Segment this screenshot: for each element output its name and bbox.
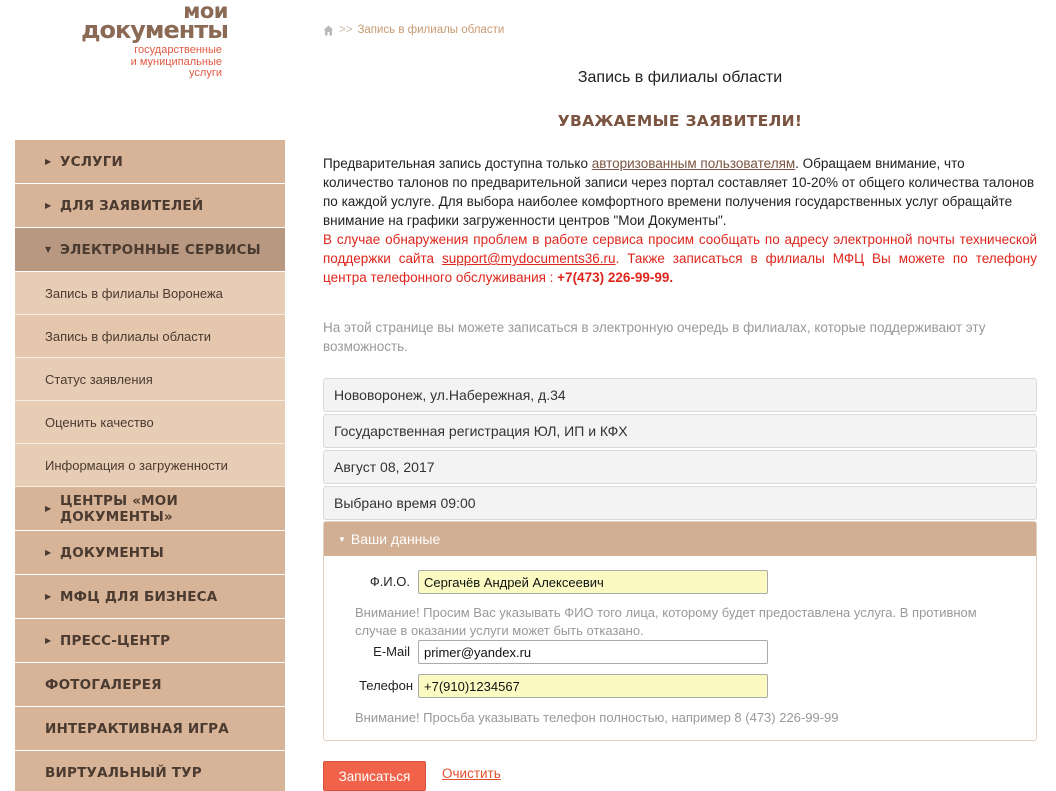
caret-right-icon: ▶ bbox=[45, 548, 52, 557]
home-icon[interactable] bbox=[323, 25, 334, 36]
sidebar-subitem-label: Запись в филиалы области bbox=[45, 328, 211, 344]
caret-right-icon: ▶ bbox=[45, 201, 52, 210]
phone-field[interactable] bbox=[418, 674, 768, 698]
logo-tagline-3: услуги bbox=[189, 67, 222, 79]
notice-heading: УВАЖАЕМЫЕ ЗАЯВИТЕЛИ! bbox=[557, 112, 803, 130]
sidebar-item-label: ИНТЕРАКТИВНАЯ ИГРА bbox=[45, 720, 229, 737]
logo-tagline bbox=[72, 45, 222, 80]
sidebar-item-e-services[interactable] bbox=[15, 228, 285, 272]
caret-right-icon: ▶ bbox=[45, 504, 52, 513]
email-field[interactable] bbox=[418, 640, 768, 664]
sidebar-item-applicants[interactable] bbox=[15, 184, 285, 228]
logo-line2: документы bbox=[81, 16, 228, 44]
auth-users-link[interactable]: авторизованным пользователям bbox=[591, 156, 796, 171]
sidebar-item-label: ПРЕСС-ЦЕНТР bbox=[60, 632, 171, 649]
fio-hint: Внимание! Просим Вас указывать ФИО того лица, которому будет предоставлена услуга. В противном случае в оказании услуги может быть отказано. bbox=[355, 605, 977, 638]
sidebar-item-centers[interactable] bbox=[15, 487, 285, 531]
warn-middle: . Также записаться в филиалы МФЦ Вы можете по телефону центра телефонного обслуживания : bbox=[323, 251, 1037, 285]
logo-line1: мои bbox=[183, 0, 228, 23]
warn-before: В случае обнаружения проблем в работе сервиса просим сообщать по адресу электронной почты технической поддержки сайта bbox=[323, 232, 1037, 266]
sidebar-item-label: МФЦ ДЛЯ БИЗНЕСА bbox=[60, 588, 218, 605]
fio-label: Ф.И.О. bbox=[369, 574, 410, 589]
your-data-panel-header[interactable] bbox=[324, 522, 1036, 556]
fio-field[interactable] bbox=[418, 570, 768, 594]
email-label: E-Mail bbox=[373, 644, 410, 659]
intro-text bbox=[323, 154, 1037, 230]
breadcrumb bbox=[323, 24, 504, 36]
sidebar-subitem-region[interactable] bbox=[15, 315, 285, 358]
step-service[interactable]: Государственная регистрация ЮЛ, ИП и КФХ bbox=[323, 414, 1037, 448]
support-warning bbox=[323, 230, 1037, 287]
intro-before: Предварительная запись доступна только bbox=[323, 156, 592, 171]
intro-after: . Обращаем внимание, что количество талонов по предварительной записи через портал составляет 10-20% от общего количества талонов по каждой услуге. Для выбора наиболее комфортного времени получения государственных услуг обращайте внимание на графики загруженности центров "Мои Документы". bbox=[323, 156, 1035, 228]
sidebar-item-label: ЭЛЕКТРОННЫЕ СЕРВИСЫ bbox=[60, 241, 261, 258]
sidebar-item-documents[interactable] bbox=[15, 531, 285, 575]
step-date[interactable]: Август 08, 2017 bbox=[323, 450, 1037, 484]
phone-hint: Внимание! Просьба указывать телефон полностью, например 8 (473) 226-99-99 bbox=[355, 710, 839, 725]
sidebar-subitem-rate[interactable] bbox=[15, 401, 285, 444]
sidebar-nav bbox=[15, 140, 285, 791]
sidebar-item-label: ФОТОГАЛЕРЕЯ bbox=[45, 676, 162, 693]
clear-link[interactable]: Очистить bbox=[442, 766, 501, 781]
sidebar-item-label: ЦЕНТРЫ «МОИ ДОКУМЕНТЫ» bbox=[60, 492, 178, 525]
sidebar-item-tour[interactable] bbox=[15, 751, 285, 791]
sidebar-subitem-label: Оценить качество bbox=[45, 414, 154, 430]
phone-label: Телефон bbox=[359, 678, 413, 693]
sidebar-subitem-label: Статус заявления bbox=[45, 371, 153, 387]
sidebar-item-gallery[interactable] bbox=[15, 663, 285, 707]
logo-tagline-2: и муниципальные bbox=[130, 55, 222, 68]
sidebar-item-label: ДЛЯ ЗАЯВИТЕЛЕЙ bbox=[60, 197, 204, 214]
caret-down-icon: ▼ bbox=[338, 534, 346, 544]
sidebar-item-label: ДОКУМЕНТЫ bbox=[60, 544, 164, 561]
sidebar-item-services[interactable] bbox=[15, 140, 285, 184]
submit-button[interactable]: Записаться bbox=[323, 761, 426, 791]
step-time[interactable]: Выбрано время 09:00 bbox=[323, 486, 1037, 520]
breadcrumb-current[interactable]: Запись в филиалы области bbox=[357, 24, 505, 36]
caret-down-icon: ▼ bbox=[45, 245, 52, 254]
sidebar-subitem-voronezh[interactable] bbox=[15, 272, 285, 315]
sidebar-item-label: ВИРТУАЛЬНЫЙ ТУР bbox=[45, 764, 202, 781]
info-text: На этой странице вы можете записаться в электронную очередь в филиалах, которые поддерживают эту возможность. bbox=[323, 320, 986, 354]
support-email-link[interactable]: support@mydocuments36.ru bbox=[442, 251, 616, 266]
sidebar-item-press[interactable] bbox=[15, 619, 285, 663]
sidebar-subitem-load-info[interactable] bbox=[15, 444, 285, 487]
step-branch[interactable]: Нововоронеж, ул.Набережная, д.34 bbox=[323, 378, 1037, 412]
caret-right-icon: ▶ bbox=[45, 592, 52, 601]
sidebar-subitem-label: Запись в филиалы Воронежа bbox=[45, 285, 223, 301]
caret-right-icon: ▶ bbox=[45, 157, 52, 166]
page-title: Запись в филиалы области bbox=[577, 69, 783, 86]
site-logo[interactable] bbox=[78, 2, 228, 82]
sidebar-item-game[interactable] bbox=[15, 707, 285, 751]
logo-tagline-1: государственные bbox=[134, 44, 222, 56]
caret-right-icon: ▶ bbox=[45, 636, 52, 645]
panel-title: Ваши данные bbox=[350, 531, 441, 547]
support-phone: +7(473) 226-99-99. bbox=[557, 270, 674, 285]
sidebar-subitem-status[interactable] bbox=[15, 358, 285, 401]
breadcrumb-separator: >> bbox=[339, 24, 353, 36]
sidebar-subitem-label: Информация о загруженности bbox=[45, 457, 228, 473]
sidebar-item-business[interactable] bbox=[15, 575, 285, 619]
sidebar-item-label: УСЛУГИ bbox=[60, 153, 124, 170]
